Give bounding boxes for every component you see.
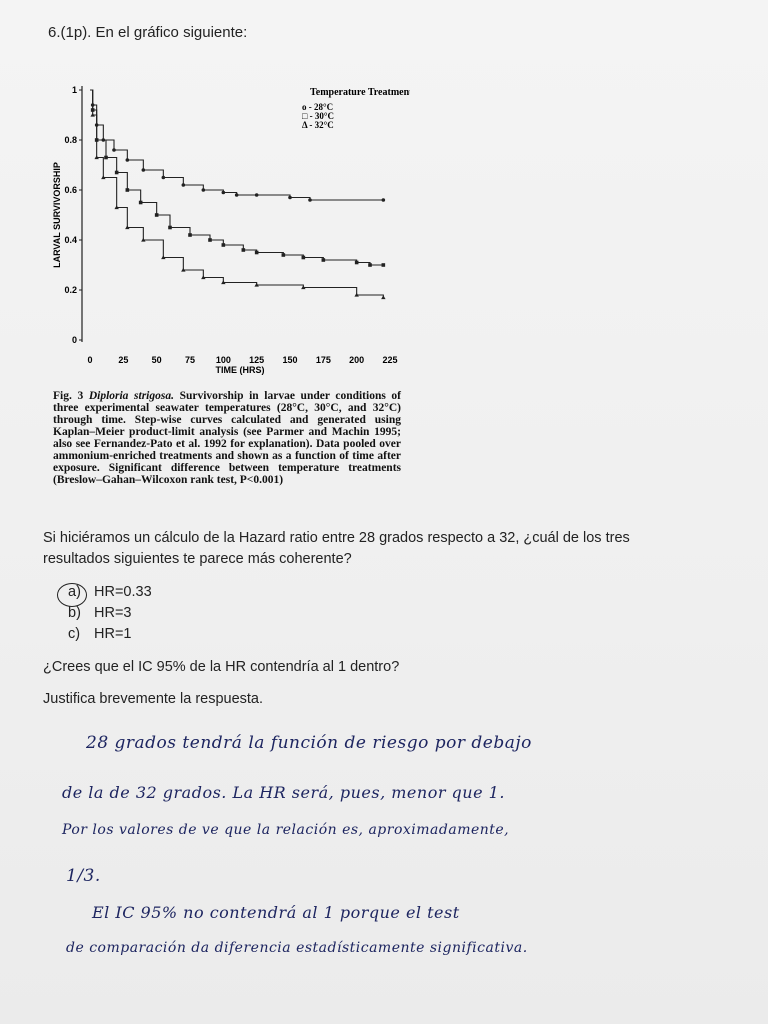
y-tick-label: 0.4: [64, 235, 77, 245]
caption-species: Diploria strigosa.: [88, 390, 174, 402]
x-tick-label: 25: [118, 355, 129, 365]
series-point: [235, 193, 239, 197]
legend-entry-1: o - 28°C: [302, 102, 334, 112]
series-line-2: [90, 90, 383, 265]
series-point: [208, 238, 212, 242]
series-point: [202, 188, 206, 192]
chart-legend: [302, 87, 410, 130]
series-point: [115, 171, 119, 175]
series-point: [162, 176, 166, 180]
series-point: [126, 158, 130, 162]
question-title: 6.(1p). En el gráfico siguiente:: [48, 24, 248, 41]
y-tick-label: 0.8: [64, 135, 77, 145]
option-a-letter: a): [68, 584, 81, 600]
y-tick-label: 0.2: [64, 285, 77, 295]
series-point: [382, 198, 386, 202]
option-b-text: HR=3: [94, 605, 132, 621]
survival-figure: [40, 70, 410, 390]
justify-prompt: Justifica brevemente la respuesta.: [43, 691, 264, 707]
ci-question: ¿Crees que el IC 95% de la HR contendría al 1 dentro?: [43, 659, 400, 675]
caption-text: Survivorship in larvae under conditions of three experimental seawater temperatures (28°C, 30°C, and 32°C) through time. Step-wise curves calculated and generated using Kaplan–Meier product-limit analysis (see Parmer and Machin 1995; also see Fernandez-Pato et al. 1992 for explanation). Data pooled over ammonium-enriched treatments and shown as a function of time after exposure. Significant difference between temperature treatments (Breslow–Gahan–Wilcoxon rank test, P<0.001): [53, 390, 402, 486]
series-point: [222, 243, 226, 247]
series-point: [368, 263, 372, 267]
series-point: [182, 183, 186, 187]
x-tick-label: 100: [215, 355, 231, 365]
option-b[interactable]: [68, 605, 131, 621]
x-tick-label: 175: [315, 355, 331, 365]
y-tick-label: 0.6: [64, 185, 77, 195]
series-point: [104, 156, 108, 160]
series-point: [288, 196, 292, 200]
x-tick-label: 0: [87, 355, 93, 365]
handwritten-line-1: 28 grados tendrá la función de riesgo por debajo: [86, 733, 532, 753]
option-a[interactable]: [68, 584, 152, 600]
option-a-text: HR=0.33: [94, 584, 152, 600]
series-point: [139, 201, 143, 205]
handwritten-line-3: Por los valores de ve que la relación es, aproximadamente,: [62, 822, 510, 838]
series-point: [126, 188, 130, 192]
series-point: [222, 191, 226, 195]
series-point: [155, 213, 159, 217]
series-point: [381, 295, 385, 299]
series-point: [242, 248, 246, 252]
option-c[interactable]: [68, 626, 131, 642]
y-tick-label: 0: [71, 335, 77, 345]
handwritten-line-2: de la de 32 grados. La HR será, pues, menor que 1.: [62, 783, 505, 802]
option-c-letter: c): [68, 626, 81, 642]
legend-entry-3: Δ - 32°C: [302, 120, 334, 130]
series-point: [308, 198, 312, 202]
series-point: [282, 253, 286, 257]
x-tick-label: 200: [349, 355, 365, 365]
option-b-letter: b): [68, 605, 81, 621]
x-axis-label: TIME (HRS): [215, 365, 265, 375]
series-line-1: [90, 90, 383, 200]
x-tick-label: 50: [151, 355, 162, 365]
series-point: [112, 148, 116, 152]
series-point: [255, 193, 259, 197]
x-tick-label: 150: [282, 355, 298, 365]
legend-entry-2: □ - 30°C: [302, 111, 335, 121]
x-tick-label: 225: [382, 355, 398, 365]
survival-chart: [40, 70, 410, 390]
series-point: [255, 251, 259, 255]
series-point: [322, 258, 326, 262]
caption-label: Fig. 3: [53, 390, 84, 402]
series-point: [355, 261, 359, 265]
handwritten-line-4: 1/3.: [66, 866, 101, 886]
series-point: [168, 226, 172, 230]
handwritten-line-6: de comparación da diferencia estadísticamente significativa.: [66, 940, 528, 956]
y-axis-label: LARVAL SURVIVORSHIP: [52, 162, 62, 268]
series-point: [302, 256, 306, 260]
y-tick-label: 1: [71, 85, 77, 95]
x-tick-label: 125: [249, 355, 265, 365]
series-point: [142, 168, 146, 172]
series-point: [382, 263, 386, 267]
handwritten-line-5: El IC 95% no contendrá al 1 porque el test: [92, 903, 460, 922]
legend-title: Temperature Treatments: [310, 87, 410, 98]
x-tick-label: 75: [184, 355, 196, 365]
series-point: [188, 233, 192, 237]
hazard-ratio-question: Si hiciéramos un cálculo de la Hazard ratio entre 28 grados respecto a 32, ¿cuál de los tres resultados siguientes te parece más coherente?: [43, 530, 630, 567]
option-c-text: HR=1: [94, 626, 132, 642]
figure-caption: [53, 390, 401, 486]
